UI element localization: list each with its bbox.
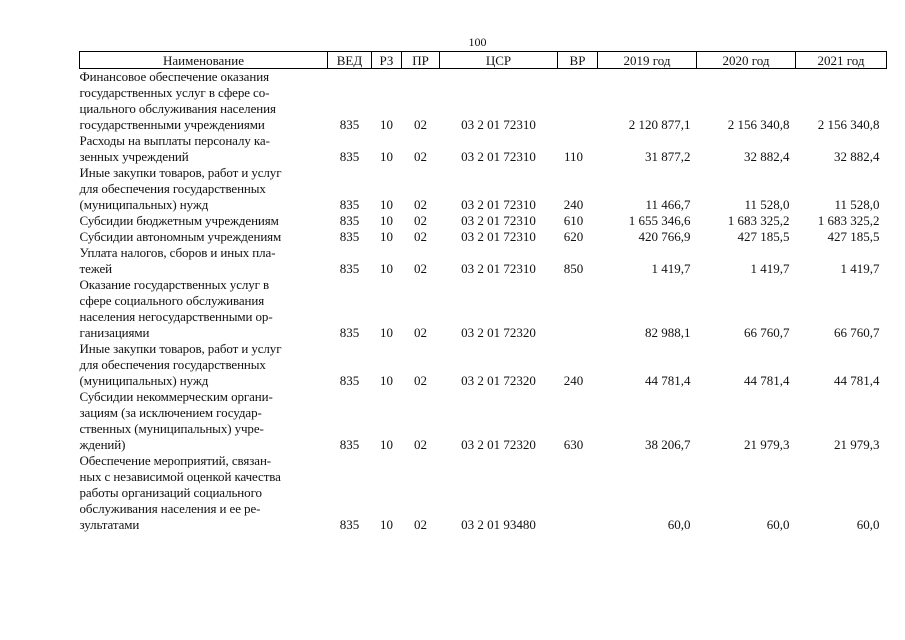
header-pr: ПР — [402, 52, 440, 69]
row-csr: 03 2 01 72320 — [461, 437, 536, 452]
row-amount-2021: 2 156 340,8 — [817, 117, 880, 132]
row-rz: 10 — [380, 261, 393, 276]
row-amount-2020: 66 760,7 — [744, 325, 790, 340]
row-amount-2021: 32 882,4 — [834, 149, 880, 164]
header-vr: ВР — [558, 52, 598, 69]
row-pr: 02 — [414, 149, 427, 164]
row-vr: 240 — [563, 197, 584, 212]
row-pr: 02 — [414, 517, 427, 532]
row-rz: 10 — [380, 517, 393, 532]
row-amount-2020: 44 781,4 — [744, 373, 790, 388]
table-row — [80, 389, 887, 453]
row-name: Расходы на выплаты персоналу ка- зенных учреждений — [79, 133, 270, 164]
row-vr: 630 — [563, 437, 584, 452]
row-vr — [558, 69, 598, 134]
row-name: Обеспечение мероприятий, связан- ных с независимой оценкой качества работы организаций социального обслуживания населения и ее ре- зультатами — [79, 453, 281, 532]
row-amount-2020: 11 528,0 — [744, 197, 790, 212]
row-vr: 110 — [563, 149, 584, 164]
row-pr: 02 — [414, 229, 427, 244]
row-ved: 835 — [339, 373, 360, 388]
row-pr: 02 — [414, 437, 427, 452]
row-amount-2021: 1 683 325,2 — [817, 213, 880, 228]
row-vr: 620 — [563, 229, 584, 244]
row-csr: 03 2 01 72310 — [461, 229, 536, 244]
budget-table — [79, 51, 887, 533]
row-amount-2019: 1 655 346,6 — [628, 213, 691, 228]
row-amount-2019: 2 120 877,1 — [628, 117, 691, 132]
table-row — [80, 245, 887, 277]
row-csr: 03 2 01 93480 — [461, 517, 536, 532]
row-ved: 835 — [339, 149, 360, 164]
row-vr — [558, 453, 598, 533]
header-year-2020: 2020 год — [697, 52, 796, 69]
row-pr: 02 — [414, 117, 427, 132]
row-name: Финансовое обеспечение оказания государственных услуг в сфере со- циального обслуживания населения государственными учреждениями — [79, 69, 276, 132]
row-csr: 03 2 01 72310 — [461, 261, 536, 276]
row-pr: 02 — [414, 325, 427, 340]
table-row — [80, 229, 887, 245]
row-amount-2019: 1 419,7 — [651, 261, 691, 276]
table-row — [80, 165, 887, 213]
row-amount-2021: 11 528,0 — [834, 197, 880, 212]
table-row — [80, 133, 887, 165]
row-csr: 03 2 01 72310 — [461, 213, 536, 228]
row-ved: 835 — [339, 197, 360, 212]
row-ved: 835 — [339, 117, 360, 132]
table-body — [80, 69, 887, 534]
row-vr: 240 — [563, 373, 584, 388]
row-rz: 10 — [380, 373, 393, 388]
row-vr — [558, 277, 598, 341]
header-csr: ЦСР — [440, 52, 558, 69]
row-ved: 835 — [339, 437, 360, 452]
header-rz: РЗ — [372, 52, 402, 69]
row-pr: 02 — [414, 373, 427, 388]
row-amount-2020: 32 882,4 — [744, 149, 790, 164]
row-amount-2019: 420 766,9 — [638, 229, 691, 244]
row-amount-2021: 1 419,7 — [840, 261, 880, 276]
row-amount-2021: 66 760,7 — [834, 325, 880, 340]
table-row — [80, 453, 887, 533]
row-ved: 835 — [339, 261, 360, 276]
row-csr: 03 2 01 72320 — [461, 373, 536, 388]
row-rz: 10 — [380, 117, 393, 132]
row-rz: 10 — [380, 213, 393, 228]
row-amount-2019: 60,0 — [667, 517, 691, 532]
row-csr: 03 2 01 72310 — [461, 149, 536, 164]
row-amount-2019: 11 466,7 — [645, 197, 691, 212]
row-name: Субсидии бюджетным учреждениям — [79, 213, 279, 228]
header-name: Наименование — [80, 52, 328, 69]
row-vr: 850 — [563, 261, 584, 276]
header-ved: ВЕД — [328, 52, 372, 69]
row-pr: 02 — [414, 197, 427, 212]
row-amount-2020: 21 979,3 — [744, 437, 790, 452]
row-csr: 03 2 01 72310 — [461, 117, 536, 132]
row-name: Субсидии автономным учреждениям — [79, 229, 282, 244]
row-pr: 02 — [414, 213, 427, 228]
row-name: Субсидии некоммерческим органи- зациям (за исключением государ- ственных (муниципальных) учре- ждений) — [79, 389, 273, 452]
row-csr: 03 2 01 72320 — [461, 325, 536, 340]
row-amount-2021: 60,0 — [856, 517, 880, 532]
row-amount-2019: 82 988,1 — [645, 325, 691, 340]
row-rz: 10 — [380, 229, 393, 244]
row-pr: 02 — [414, 261, 427, 276]
row-amount-2019: 31 877,2 — [645, 149, 691, 164]
row-amount-2019: 38 206,7 — [645, 437, 691, 452]
page-number: 100 — [468, 35, 487, 49]
row-csr: 03 2 01 72310 — [461, 197, 536, 212]
row-name: Уплата налогов, сборов и иных пла- тежей — [79, 245, 276, 276]
row-amount-2020: 60,0 — [766, 517, 790, 532]
header-year-2021: 2021 год — [796, 52, 887, 69]
table-row — [80, 277, 887, 341]
row-vr: 610 — [563, 213, 584, 228]
row-rz: 10 — [380, 325, 393, 340]
table-header-row — [80, 52, 887, 69]
row-ved: 835 — [339, 517, 360, 532]
row-amount-2020: 2 156 340,8 — [727, 117, 790, 132]
row-name: Иные закупки товаров, работ и услуг для обеспечения государственных (муниципальных) нужд — [79, 341, 282, 388]
row-name: Оказание государственных услуг в сфере социального обслуживания населения негосударственными ор- ганизациями — [79, 277, 273, 340]
row-rz: 10 — [380, 437, 393, 452]
row-amount-2020: 1 683 325,2 — [727, 213, 790, 228]
row-ved: 835 — [339, 213, 360, 228]
table-row — [80, 69, 887, 134]
row-amount-2021: 427 185,5 — [827, 229, 880, 244]
row-ved: 835 — [339, 229, 360, 244]
row-amount-2020: 427 185,5 — [737, 229, 790, 244]
row-ved: 835 — [339, 325, 360, 340]
table-row — [80, 341, 887, 389]
row-name: Иные закупки товаров, работ и услуг для обеспечения государственных (муниципальных) нужд — [79, 165, 282, 212]
row-amount-2021: 44 781,4 — [834, 373, 880, 388]
header-year-2019: 2019 год — [598, 52, 697, 69]
row-rz: 10 — [380, 197, 393, 212]
row-amount-2020: 1 419,7 — [750, 261, 790, 276]
row-rz: 10 — [380, 149, 393, 164]
row-amount-2019: 44 781,4 — [645, 373, 691, 388]
row-amount-2021: 21 979,3 — [834, 437, 880, 452]
table-row — [80, 213, 887, 229]
